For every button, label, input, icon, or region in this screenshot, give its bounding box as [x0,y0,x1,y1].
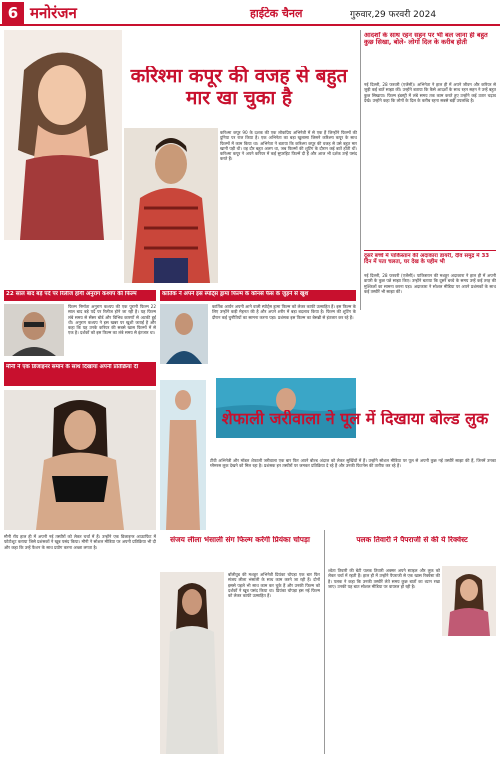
newspaper-name: हाईटेक चैनल [250,7,303,20]
right-mid-headline: दूसरे बच्चे में पाकिस्तान की अदाकारा डायरी, दीव समुद्र में 33 दिन में पता चलता, घर देख के पहीम भी [364,253,490,266]
top-story-headline: करिश्मा कपूर की वजह से बहुत मार खा चुका है [130,66,348,109]
shefali-headline: शेफाली जरीवाला ने पूल में दिखाया बोल्ड लुक [221,410,489,428]
kartik-headline: कार्तिक ने अपने इस स्पोर्ट्स ड्रामा फिल्म के कौनसे फैंस के जुड़ने से खुश [162,291,309,297]
column-divider [324,530,325,754]
priyanka-photo [160,572,224,754]
anurag-body: फिल्म निर्माता अनुराग कश्यप की एक पुरानी फिल्म 22 साल बाद बड़े पर्दे पर रिलीज होने जा रही है। यह फिल्म लंबे समय से सेंसर बोर्ड और विभिन्न कारणों से अटकी हुई थी। अनुराग कश्यप ने इस खबर पर खुशी जताई है और कहा कि यह उनके करियर की सबसे खास फिल्मों में से एक है। दर्शकों को इस फिल्म का लंबे समय से इंतजार था। [68,304,156,336]
anurag-headline: 22 साल बाद बड़े पर्दे पर रिलीज होगी अनुराग कश्यप की फिल्म [6,291,137,297]
palak-photo [442,566,496,636]
sanjay-body: बॉलीवुड की मशहूर अभिनेत्री प्रियंका चोपड़ा एक बार फिर संजय लीला भंसाली के साथ काम करने जा रही हैं। दोनों इससे पहले भी साथ काम कर चुके हैं और उनकी फिल्म को दर्शकों ने खूब पसंद किया था। प्रियंका चोपड़ा इस नई फिल्म को लेकर काफी उत्साहित हैं। [228,572,320,599]
actor-photo [124,128,218,283]
page-number: 6 [2,2,24,24]
right-mid-body: नई दिल्ली, 28 फरवरी (एजेंसी)। पाकिस्तान की मशहूर अदाकारा ने हाल ही में अपनी डायरी के कुछ पन्ने साझा किए। उन्होंने बताया कि दूसरे बच्चे के समय उन्हें कई तरह की मुश्किलों का सामना करना पड़ा। अदाकारा ने सोशल मीडिया पर अपने प्रशंसकों के साथ कई तस्वीरें भी साझा कीं। [364,273,496,294]
anurag-photo [4,304,64,356]
right-top-headline: आदर्शों के साथ रहन सहन पर भी बल जाना ही बहुत कुछ सिखा, बोले- लोगों दिल के करीब होती [364,32,488,47]
right-top-body: नई दिल्ली, 28 फरवरी (एजेंसी)। अभिनेता ने हाल ही में अपने जीवन और करियर से जुड़ी कई बातें साझा कीं। उन्होंने बताया कि कैसे आदर्शों के साथ रहन सहन ने उन्हें बहुत कुछ सिखाया। फिल्म इंडस्ट्री में लंबे समय तक काम करते हुए उन्होंने कई उतार चढ़ाव देखे। उन्होंने कहा कि लोगों के दिल के करीब रहना सबसे बड़ी उपलब्धि है। [364,82,496,103]
divider [364,250,496,251]
karishma-photo [4,30,122,240]
mouni-headline: मौनी ने एक डिजाइनर समान के साथ दिखाया अपनी प्रतिक्रिया दी [6,364,139,370]
palak-body: श्वेता तिवारी की बेटी पलक तिवारी अक्सर अपने स्टाइल और लुक को लेकर चर्चा में रहती हैं। हाल ही में उन्होंने पैपराजी से एक खास रिक्वेस्ट की है। पलक ने कहा कि उनकी तस्वीरें लेते समय कुछ बातों का ध्यान रखा जाए। उनकी यह बात सोशल मीडिया पर वायरल हो रही है। [328,568,440,589]
section-title: मनोरंजन [30,4,77,22]
shefali-small-photo [160,380,206,530]
mouni-photo [4,390,156,530]
top-story-body: करिश्मा कपूर 90 के दशक की एक लोकप्रिय अभिनेत्री में से एक हैं जिन्होंने फिल्मों की दुनिया पर राज किया है। एक अभिनेता का बड़ा खुलासा जिसने करिश्मा कपूर के साथ फिल्मों में काम किया था। अभिनेता ने बताया कि करिश्मा कपूर की वजह से उसे बहुत मार खानी पड़ी थी। वह दौर बहुत अलग था, जब फिल्मों की शूटिंग के दौरान कई बातें होती थीं। करिश्मा कपूर ने अपने करियर में कई सुपरहिट फिल्में दी हैं और आज भी दर्शक उन्हें पसंद करते हैं। [220,130,357,162]
shefali-body: टीवी अभिनेत्री और मॉडल शेफाली जरीवाला एक बार फिर अपने बोल्ड अंदाज को लेकर सुर्खियों में हैं। उन्होंने सोशल मीडिया पर पूल से अपनी कुछ नई तस्वीरें साझा की हैं, जिनमें उनका ग्लैमरस लुक देखने को मिल रहा है। प्रशंसक इन तस्वीरों पर जमकर प्रतिक्रिया दे रहे हैं और उनकी फिटनेस की तारीफ कर रहे हैं। [210,458,496,469]
issue-date: गुरुवार,29 फरवरी 2024 [350,10,437,20]
palak-headline: पलक तिवारी ने पैपराजी से की ये रिक्वेस्ट [356,536,468,544]
column-divider [360,30,361,310]
sanjay-headline: संजय लीला भंसाली संग फिल्म करेंगी प्रियंका चोपड़ा [170,536,310,544]
kartik-body: कार्तिक आर्यन अपनी आने वाली स्पोर्ट्स ड्रामा फिल्म को लेकर काफी उत्साहित हैं। इस फिल्म के लिए उन्होंने कड़ी मेहनत की है और अपने शरीर में बड़ा बदलाव किया है। फिल्म की शूटिंग के दौरान कई चुनौतियों का सामना करना पड़ा। प्रशंसक इस फिल्म का बेसब्री से इंतजार कर रहे हैं। [212,304,356,320]
mouni-body: मौनी रॉय हाल ही में अपनी नई तस्वीरों को लेकर चर्चा में हैं। उन्होंने एक डिजाइनर आउटफिट में फोटोशूट कराया जिसे प्रशंसकों ने खूब पसंद किया। मौनी ने सोशल मीडिया पर अपनी प्रतिक्रिया भी दी और कहा कि उन्हें फैशन के साथ प्रयोग करना अच्छा लगता है। [4,534,156,550]
kartik-photo [160,304,208,364]
